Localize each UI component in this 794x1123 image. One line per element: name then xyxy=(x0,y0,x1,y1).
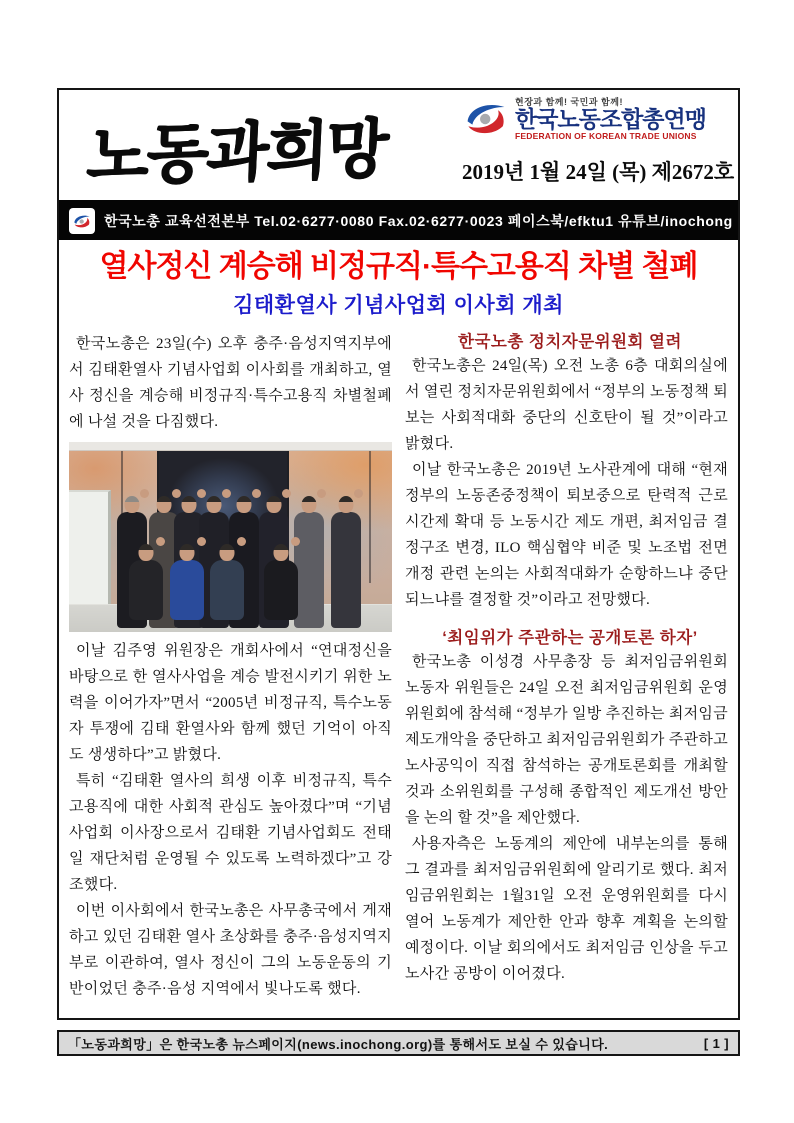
fktu-swoosh-small-icon xyxy=(72,213,92,230)
wall-seam xyxy=(369,451,371,583)
org-name-english: FEDERATION OF KOREAN TRADE UNIONS xyxy=(515,130,697,141)
article-paragraph: 이번 이사회에서 한국노총은 사무총국에서 게재하고 있던 김태환 열사 초상화를 충주·음성지역지부로 이관하여, 열사 정신이 그의 노동운동의 기반이었던 충주·음성 지역에서 빛나도록 했다. xyxy=(69,903,392,997)
headline-subtitle: 김태환열사 기념사업회 이사회 개최 xyxy=(233,294,564,317)
contact-info-text: 한국노총 교육선전본부 Tel.02·6277·0080 Fax.02·6277·0023 페이스북/efktu1 유튜브/inochong xyxy=(104,213,733,229)
person-figure xyxy=(170,560,204,620)
article-columns xyxy=(59,321,738,1002)
section-heading-politics: 한국노총 정치자문위원회 열려 xyxy=(458,333,682,351)
org-name-korean: 한국노동조합총연맹 xyxy=(515,106,706,133)
newsletter-title-calligraphy: 노동과희망 xyxy=(84,111,388,195)
footer-bar xyxy=(57,1030,740,1056)
footer-page-number: [ 1 ] xyxy=(703,1035,729,1051)
article-paragraph: 이날 김주영 위원장은 개회사에서 “연대정신을 바탕으로 한 열사사업을 계승 발전시키기 위한 노력을 이어가자”면서 “2005년 비정규직, 특수노동자 투쟁에 김태 환열사와 함께 했던 기억이 아직도 생생하다”고 밝혔다. xyxy=(69,643,392,763)
section-heading-minwage: ‘최임위가 주관하는 공개토론 하자’ xyxy=(442,629,698,647)
contact-bar xyxy=(59,200,738,240)
person-figure xyxy=(294,512,324,628)
page-border-box xyxy=(57,88,740,1020)
article-paragraph: 특히 “김태환 열사의 희생 이후 비정규직, 특수고용직에 대한 사회적 관심도 높아졌다”며 “기념사업회 이사장으로서 김태환 기념사업회도 전태일 재단처럼 운영될 수 있도록 노력하겠다”고 강조했다. xyxy=(69,773,392,893)
article-paragraph: 한국노총은 24일(목) 오전 노총 6층 대회의실에서 열린 정치자문위원회에서 “정부의 노동정책 퇴보는 사회적대화 중단의 신호탄이 될 것”이라고 밝혔다. xyxy=(405,358,729,452)
article-paragraph: 한국노총 이성경 사무총장 등 최저임금위원회 노동자 위원들은 24일 오전 최저임금위원회 운영위원회에 참석해 “정부가 일방 추진하는 최저임금 제도개악을 중단하고 최저임금위원회가 주관하고 노사공익이 직접 참석하는 공개토론회를 개최할 것과 소위원회를 구성해 종합적인 제도개선 방안을 논의 할 것”을 제안했다. xyxy=(405,654,729,826)
person-figure xyxy=(129,560,163,620)
masthead xyxy=(59,90,738,200)
contact-bar-logo xyxy=(69,208,95,234)
right-column xyxy=(405,331,728,1002)
group-photo xyxy=(69,442,392,632)
person-figure xyxy=(210,560,244,620)
article-paragraph: 사용자측은 노동계의 제안에 내부논의를 통해 그 결과를 최저임금위원회에 알리기로 했다. 최저임금위원회는 1월31일 오전 운영위원회를 다시 열어 노동계가 제안한 안과 향후 계획을 논의할 예정이다. 이날 회의에서도 최저임금 인상을 두고 노사간 공방이 이어졌다. xyxy=(405,836,728,982)
left-column xyxy=(69,331,392,1002)
fktu-swoosh-icon xyxy=(462,98,510,140)
person-figure xyxy=(264,560,298,620)
footer-notice: 「노동과희망」은 한국노총 뉴스페이지(news.inochong.org)를 통해서도 보실 수 있습니다. xyxy=(68,1036,609,1052)
headline-title: 열사정신 계승해 비정규직·특수고용직 차별 철폐 xyxy=(99,250,698,283)
issue-date: 2019년 1월 24일 (목) 제2672호 xyxy=(462,160,735,184)
org-slogan: 현장과 함께! 국민과 함께! xyxy=(515,97,623,107)
article-paragraph: 이날 한국노총은 2019년 노사관계에 대해 “현재 정부의 노동존중정책이 퇴보중으로 탄력적 근로시간제 확대 등 노동시간 제도 개편, 최저임금 결정구조 변경, ILO 핵심협약 비준 및 노조법 전면개정 관련 논의는 사회적대화가 순항하느냐 중단되느냐를 결정할 것”이라고 전망했다. xyxy=(405,462,728,608)
photo-ceiling xyxy=(69,442,392,451)
fktu-logo-block xyxy=(462,98,730,141)
headline-area xyxy=(59,240,738,321)
person-figure xyxy=(331,512,361,628)
article-paragraph: 한국노총은 23일(수) 오후 충주·음성지역지부에서 김태환열사 기념사업회 이사회를 개최하고, 열사 정신을 계승해 비정규직·특수고용직 차별철폐에 나설 것을 다짐했다. xyxy=(69,336,392,430)
